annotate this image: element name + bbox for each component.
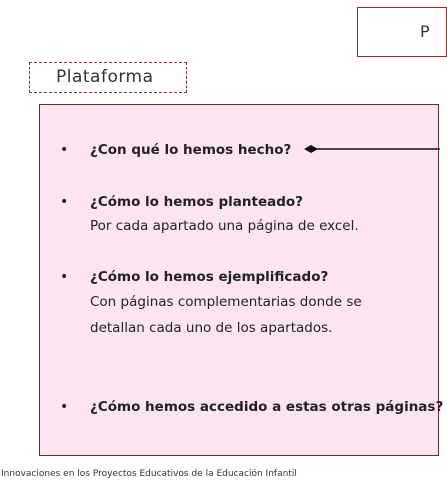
bullet: • [60,269,69,285]
top-label-box [357,7,447,57]
answer-text: Por cada apartado una página de excel. [90,218,359,234]
footer-text: Innovaciones en los Proyectos Educativos de la Educación Infantil [1,469,297,479]
question-text: ¿Cómo hemos accedido a estas otras páginas? [90,399,444,415]
bullet: • [60,399,69,415]
question-text: ¿Cómo lo hemos planteado? [90,194,304,210]
arrow-left-icon [304,143,440,155]
answer-text: Con páginas complementarias donde se [90,294,362,310]
question-text: ¿Con qué lo hemos hecho? [90,142,292,158]
answer-text: detallan cada uno de los apartados. [90,320,333,336]
question-text: ¿Cómo lo hemos ejemplificado? [90,269,329,285]
content-panel [39,104,444,456]
platform-label: Plataforma [29,62,187,93]
bullet: • [60,142,69,158]
top-label-text: P [420,22,430,41]
bullet: • [60,194,69,210]
